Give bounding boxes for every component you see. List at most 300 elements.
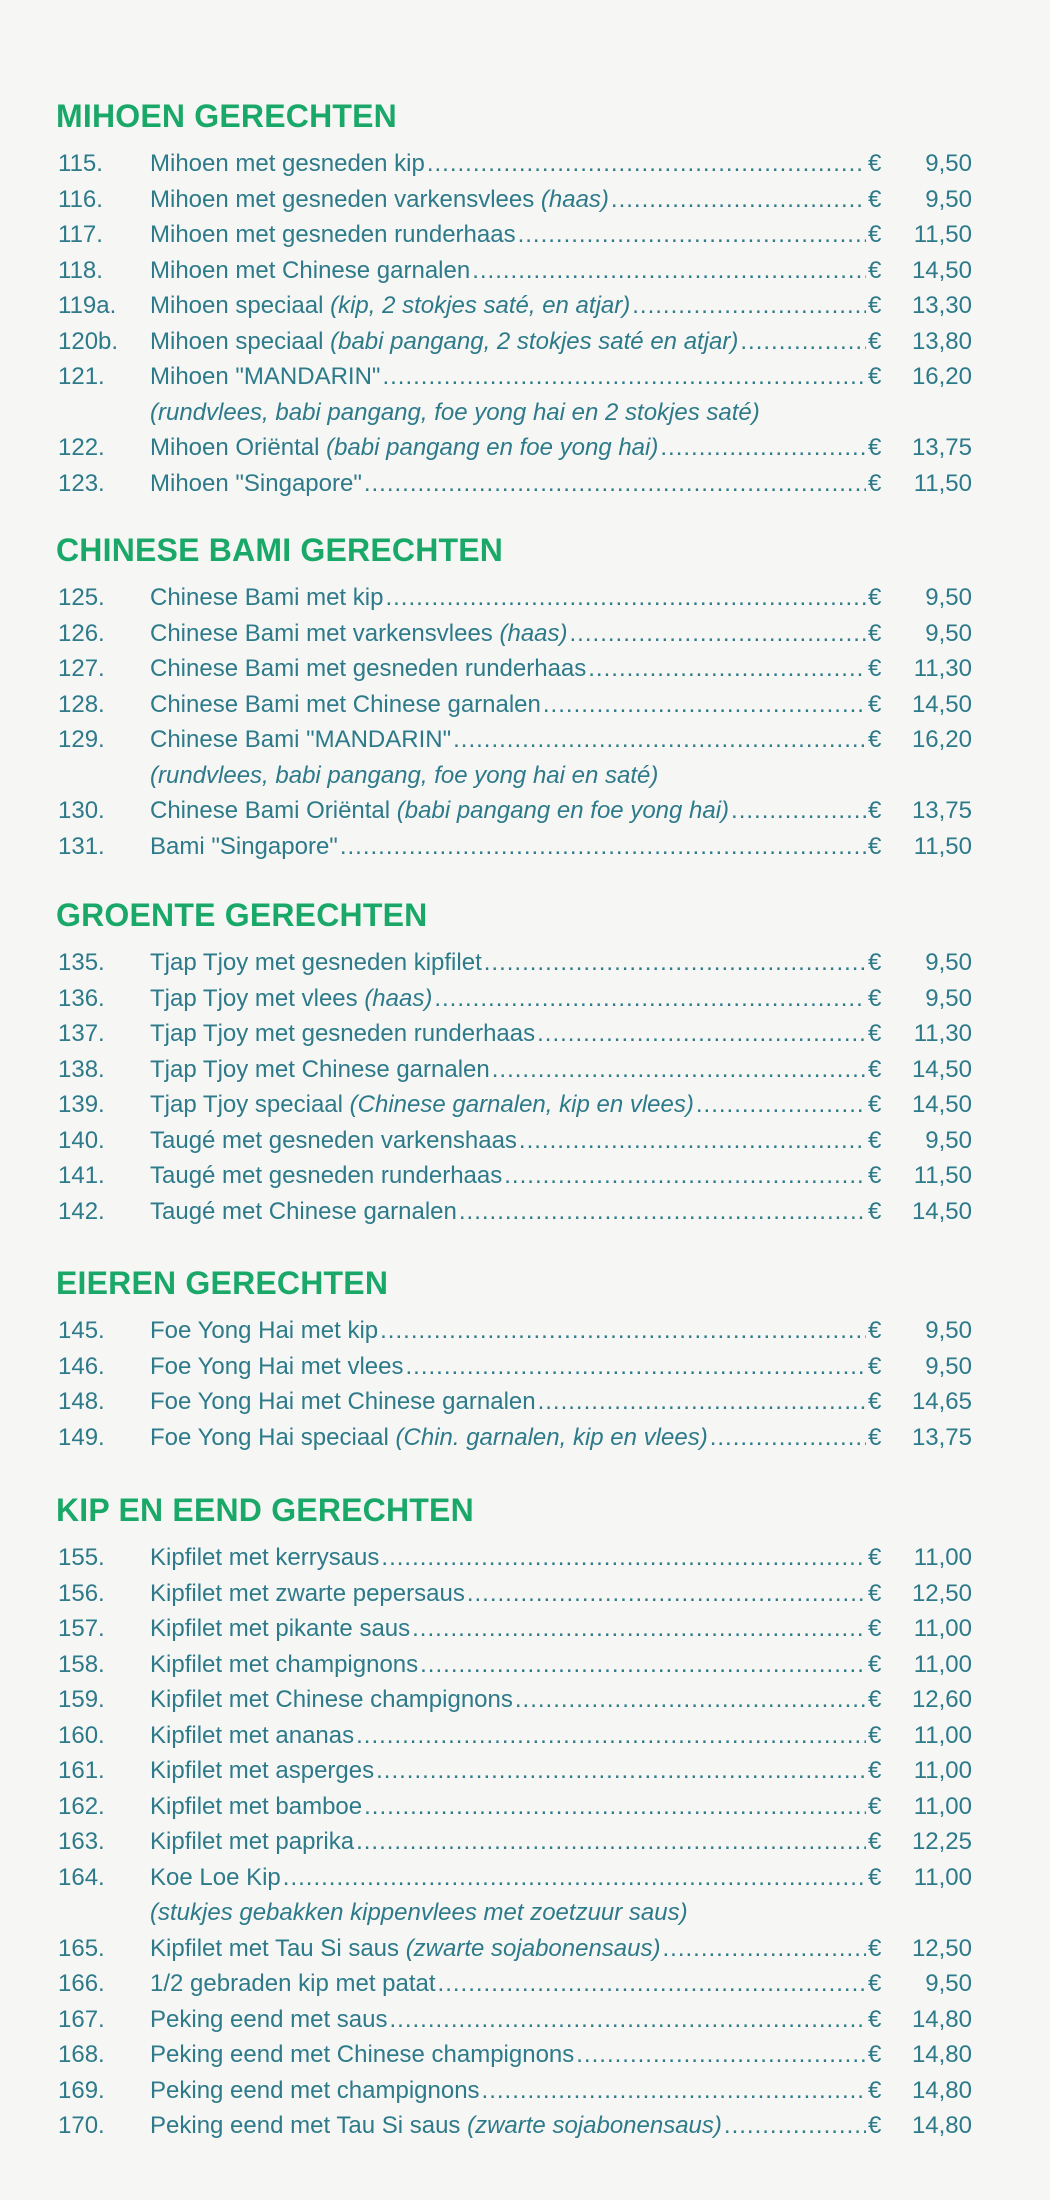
menu-item: [52, 1931, 972, 1967]
item-name: [150, 217, 516, 253]
currency-symbol: €: [868, 292, 882, 319]
item-description: (haas): [540, 185, 609, 213]
currency-symbol: €: [868, 327, 882, 355]
item-name: [150, 1860, 281, 1896]
currency-symbol: €: [868, 2005, 882, 2033]
item-price: 9,50: [925, 1352, 972, 1380]
item-price: 13,30: [911, 292, 972, 319]
dot-leader: [515, 1682, 866, 1718]
menu-item: [52, 182, 972, 218]
currency-symbol: €: [868, 1317, 882, 1344]
item-title: Foe Yong Hai speciaal: [150, 1423, 396, 1451]
item-title: Kipfilet met bamboe: [150, 1792, 363, 1820]
item-title: Mihoen met Chinese garnalen: [150, 256, 471, 284]
item-number: 165.: [58, 1934, 105, 1962]
item-name: [150, 146, 425, 182]
item-title: Chinese Bami met Chinese garnalen: [150, 690, 541, 718]
item-name: [150, 1123, 517, 1159]
menu-item: [52, 359, 972, 395]
dot-leader: [518, 217, 866, 253]
item-price: 11,00: [913, 1757, 972, 1784]
item-title: Tjap Tjoy met Chinese garnalen: [150, 1055, 490, 1083]
item-price: 14,65: [911, 1388, 972, 1415]
item-description: (babi pangang en foe yong hai): [326, 434, 659, 461]
item-price: 14,80: [911, 2041, 972, 2068]
item-name: [150, 288, 630, 324]
currency-symbol: €: [868, 434, 882, 461]
item-number: 157.: [58, 1615, 105, 1642]
item-title: Foe Yong Hai met Chinese garnalen: [150, 1388, 536, 1415]
section-groente: [52, 895, 972, 1229]
currency-symbol: €: [868, 1970, 882, 1997]
item-number: 141.: [58, 1162, 105, 1189]
dot-leader: [696, 1087, 866, 1123]
currency-symbol: €: [868, 949, 882, 976]
dot-leader: [412, 1611, 866, 1647]
item-price: 14,80: [911, 2076, 972, 2104]
item-title: Taugé met gesneden runderhaas: [150, 1162, 503, 1189]
currency-symbol: €: [868, 1197, 882, 1225]
dot-leader: [632, 288, 866, 324]
item-number: 145.: [58, 1317, 105, 1344]
item-price: 11,00: [913, 1544, 972, 1571]
dot-leader: [356, 1824, 866, 1860]
item-price: 9,50: [925, 1317, 972, 1344]
item-name: [150, 1824, 354, 1860]
item-name: [150, 324, 738, 360]
dot-leader: [356, 1718, 866, 1754]
menu-item: [52, 146, 972, 182]
dot-leader: [504, 1158, 866, 1194]
item-name: [150, 1931, 661, 1967]
item-name: [150, 687, 541, 723]
dot-leader: [543, 687, 866, 723]
menu-item: [52, 2108, 972, 2144]
item-number: 137.: [58, 1020, 105, 1047]
section-title: GROENTE GERECHTEN: [56, 897, 428, 933]
item-price: 16,20: [911, 726, 972, 753]
item-number: 160.: [58, 1721, 105, 1749]
item-price: 9,50: [925, 619, 972, 647]
item-price: 11,50: [913, 832, 972, 860]
item-name: [150, 1682, 513, 1718]
currency-symbol: €: [868, 1020, 882, 1047]
item-title: Mihoen met gesneden varkensvlees: [150, 185, 541, 213]
currency-symbol: €: [868, 150, 882, 177]
menu-item: [52, 580, 972, 616]
item-name: [150, 1966, 436, 2002]
item-name: [150, 1016, 535, 1052]
section-title: MIHOEN GERECHTEN: [56, 98, 397, 134]
menu-item: [52, 1753, 972, 1789]
menu-item: [52, 2002, 972, 2038]
item-name: [150, 580, 383, 616]
currency-symbol: €: [868, 584, 882, 611]
item-number: 140.: [58, 1126, 105, 1154]
item-title: Mihoen "Singapore": [150, 469, 362, 497]
item-description: (zwarte sojabonensaus): [467, 2112, 722, 2139]
currency-symbol: €: [868, 1615, 882, 1642]
dot-leader: [389, 2002, 866, 2038]
item-price: 11,00: [913, 1863, 972, 1891]
currency-symbol: €: [868, 256, 882, 284]
item-price: 11,30: [913, 1020, 972, 1047]
currency-symbol: €: [868, 2112, 882, 2139]
dot-leader: [434, 981, 866, 1017]
item-number: 126.: [58, 619, 105, 647]
item-number: 120b.: [58, 327, 119, 355]
item-price: 12,50: [911, 1579, 972, 1607]
dot-leader: [420, 1647, 866, 1683]
item-price: 11,00: [913, 1792, 972, 1820]
currency-symbol: €: [868, 1423, 882, 1451]
item-name: [150, 1611, 410, 1647]
item-number: 118.: [58, 256, 103, 284]
item-number: 135.: [58, 949, 105, 976]
currency-symbol: €: [868, 469, 882, 497]
item-title: Bami "Singapore": [150, 832, 338, 860]
menu-item: [52, 981, 972, 1017]
item-number: 127.: [58, 655, 105, 682]
item-description: (haas): [499, 619, 568, 647]
item-title: Kipfilet met kerrysaus: [150, 1544, 380, 1571]
menu-item: [52, 1052, 972, 1088]
item-price: 9,50: [925, 949, 972, 976]
item-name: [150, 981, 432, 1017]
item-name: [150, 1576, 465, 1612]
item-number: 168.: [58, 2041, 105, 2068]
currency-symbol: €: [868, 1091, 882, 1118]
item-title: Mihoen "MANDARIN": [150, 363, 381, 390]
menu-item: [52, 1384, 972, 1420]
item-price: 14,50: [911, 256, 972, 284]
item-number: 138.: [58, 1055, 105, 1083]
currency-symbol: €: [868, 1162, 882, 1189]
menu-item: [52, 1123, 972, 1159]
item-price: 13,75: [911, 797, 972, 824]
item-title: Kipfilet met ananas: [150, 1721, 355, 1749]
item-name: [150, 1753, 374, 1789]
menu-item: [52, 1789, 972, 1825]
item-name: [150, 1052, 490, 1088]
item-number: 116.: [58, 185, 103, 213]
section-eieren: [52, 1263, 972, 1455]
item-title: Peking eend met Tau Si saus: [150, 2112, 468, 2139]
currency-symbol: €: [868, 1388, 882, 1415]
item-price: 9,50: [925, 1126, 972, 1154]
item-title: Kipfilet met Chinese champignons: [150, 1686, 513, 1713]
item-title: Mihoen met gesneden kip: [150, 150, 425, 177]
menu-item: [52, 1966, 972, 2002]
item-title: Chinese Bami met gesneden runderhaas: [150, 655, 587, 682]
dot-leader: [660, 430, 866, 466]
item-name: [150, 1420, 708, 1456]
item-title: Koe Loe Kip: [150, 1863, 281, 1891]
item-name: [150, 1789, 362, 1825]
menu-item: [52, 217, 972, 253]
dot-leader: [731, 793, 866, 829]
dot-leader: [472, 253, 866, 289]
menu-item: [52, 430, 972, 466]
item-number: 158.: [58, 1650, 105, 1678]
item-title: Chinese Bami met varkensvlees: [150, 619, 500, 647]
item-title: Peking eend met Chinese champignons: [150, 2041, 575, 2068]
menu-item: [52, 616, 972, 652]
section-mihoen: [52, 96, 972, 501]
currency-symbol: €: [868, 984, 882, 1012]
item-name: [150, 253, 470, 289]
currency-symbol: €: [868, 1828, 882, 1855]
currency-symbol: €: [868, 1863, 882, 1891]
menu-item: [52, 1313, 972, 1349]
item-price: 9,50: [925, 584, 972, 611]
item-number: 117.: [58, 221, 103, 248]
dot-leader: [283, 1860, 866, 1896]
menu-item: [52, 466, 972, 502]
menu-item: [52, 1824, 972, 1860]
item-number: 121.: [58, 363, 105, 390]
item-price: 9,50: [925, 984, 972, 1012]
menu-item: [52, 1194, 972, 1230]
item-name: [150, 1384, 536, 1420]
menu-item: [52, 288, 972, 324]
menu-item: [52, 1682, 972, 1718]
item-title: Mihoen Oriëntal: [150, 434, 327, 461]
item-description: (babi pangang en foe yong hai): [396, 797, 730, 824]
currency-symbol: €: [868, 1650, 882, 1678]
section-title: EIEREN GERECHTEN: [56, 1265, 389, 1301]
item-price: 14,50: [911, 1091, 972, 1118]
item-title: Kipfilet met champignons: [150, 1650, 419, 1678]
item-description: (zwarte sojabonensaus): [405, 1934, 661, 1962]
currency-symbol: €: [868, 1757, 882, 1784]
dot-leader: [380, 1313, 866, 1349]
menu-item: [52, 687, 972, 723]
item-number: 123.: [58, 469, 105, 497]
item-price: 14,50: [911, 1197, 972, 1225]
currency-symbol: €: [868, 1352, 882, 1380]
item-title: Tjap Tjoy met vlees: [150, 984, 365, 1012]
item-name: [150, 430, 658, 466]
item-title: Mihoen speciaal: [150, 327, 331, 355]
dot-leader: [364, 466, 866, 502]
item-name: [150, 651, 586, 687]
item-number: 162.: [58, 1792, 105, 1820]
item-price: 11,30: [913, 655, 972, 682]
section-title: KIP EN EEND GERECHTEN: [56, 1492, 474, 1528]
menu-item: [52, 2073, 972, 2109]
item-title: Tjap Tjoy met gesneden kipfilet: [150, 949, 482, 976]
dot-leader: [519, 1123, 866, 1159]
currency-symbol: €: [868, 1792, 882, 1820]
item-price: 13,75: [911, 1423, 972, 1451]
item-number: 142.: [58, 1197, 105, 1225]
item-number: 146.: [58, 1352, 105, 1380]
item-description: (Chin. garnalen, kip en vlees): [395, 1423, 708, 1451]
item-price: 11,50: [913, 1162, 972, 1189]
menu-item: [52, 1087, 972, 1123]
dot-leader: [537, 1016, 866, 1052]
item-number: 159.: [58, 1686, 105, 1713]
currency-symbol: €: [868, 655, 882, 682]
item-title: Mihoen speciaal: [150, 292, 331, 319]
item-number: 149.: [58, 1423, 105, 1451]
dot-leader: [484, 945, 866, 981]
menu-item: [52, 1860, 972, 1896]
item-name: [150, 616, 568, 652]
dot-leader: [740, 324, 866, 360]
dot-leader: [381, 1540, 866, 1576]
dot-leader: [724, 2108, 866, 2144]
currency-symbol: €: [868, 1126, 882, 1154]
item-note: (rundvlees, babi pangang, foe yong hai en saté): [150, 761, 659, 789]
menu-item: [52, 1576, 972, 1612]
menu-item: [52, 2037, 972, 2073]
menu-item: [52, 324, 972, 360]
dot-leader: [588, 651, 866, 687]
item-price: 14,80: [911, 2005, 972, 2033]
menu-item: [52, 1718, 972, 1754]
menu-item: [52, 1016, 972, 1052]
menu-item: [52, 1647, 972, 1683]
item-name: [150, 1158, 502, 1194]
item-title: Mihoen met gesneden runderhaas: [150, 221, 516, 248]
item-number: 163.: [58, 1828, 105, 1855]
item-number: 170.: [58, 2112, 105, 2139]
section-kip-en-eend: [52, 1490, 972, 2144]
item-name: [150, 2073, 480, 2109]
item-number: 161.: [58, 1757, 105, 1784]
currency-symbol: €: [868, 1055, 882, 1083]
dot-leader: [576, 2037, 866, 2073]
item-price: 11,00: [913, 1615, 972, 1642]
item-price: 13,80: [911, 327, 972, 355]
item-name: [150, 1647, 418, 1683]
item-number: 169.: [58, 2076, 105, 2104]
menu-item: [52, 1158, 972, 1194]
item-number: 136.: [58, 984, 105, 1012]
dot-leader: [406, 1349, 867, 1385]
item-price: 14,50: [911, 1055, 972, 1083]
item-title: Kipfilet met zwarte pepersaus: [150, 1579, 465, 1607]
dot-leader: [467, 1576, 866, 1612]
item-name: [150, 1349, 404, 1385]
item-price: 11,00: [913, 1650, 972, 1678]
item-number: 155.: [58, 1544, 105, 1571]
item-title: Taugé met gesneden varkenshaas: [150, 1126, 517, 1154]
item-name: [150, 2002, 387, 2038]
currency-symbol: €: [868, 1686, 882, 1713]
menu-item: [52, 1420, 972, 1456]
menu-item: [52, 1349, 972, 1385]
item-title: Kipfilet met asperges: [150, 1757, 375, 1784]
item-title: Peking eend met saus: [150, 2005, 388, 2033]
item-price: 9,50: [925, 185, 972, 213]
item-number: 131.: [58, 832, 105, 860]
item-name: [150, 1313, 378, 1349]
item-name: [150, 2037, 574, 2073]
item-title: Kipfilet met paprika: [150, 1828, 355, 1855]
currency-symbol: €: [868, 1721, 882, 1749]
section-chinese-bami: [52, 530, 972, 864]
item-number: 115.: [58, 150, 103, 177]
dot-leader: [385, 580, 866, 616]
item-number: 139.: [58, 1091, 105, 1118]
item-name: [150, 1540, 379, 1576]
item-name: [150, 466, 362, 502]
item-number: 156.: [58, 1579, 105, 1607]
item-note: (stukjes gebakken kippenvlees met zoetzuur saus): [150, 1899, 688, 1926]
currency-symbol: €: [868, 185, 882, 213]
item-note: (rundvlees, babi pangang, foe yong hai en 2 stokjes saté): [150, 398, 760, 426]
item-price: 16,20: [911, 363, 972, 390]
dot-leader: [538, 1384, 866, 1420]
item-price: 11,50: [913, 221, 972, 248]
menu-item: [52, 945, 972, 981]
dot-leader: [376, 1753, 866, 1789]
menu-item: [52, 722, 972, 758]
item-price: 14,80: [911, 2112, 972, 2139]
item-title: Chinese Bami Oriëntal: [150, 797, 397, 824]
item-number: 167.: [58, 2005, 105, 2033]
dot-leader: [663, 1931, 867, 1967]
item-name: [150, 182, 609, 218]
item-number: 128.: [58, 690, 105, 718]
item-title: Tjap Tjoy speciaal: [150, 1091, 350, 1118]
item-number: 148.: [58, 1388, 105, 1415]
item-price: 12,25: [911, 1828, 972, 1855]
currency-symbol: €: [868, 726, 882, 753]
menu-item: [52, 829, 972, 865]
item-title: Kipfilet met Tau Si saus: [150, 1934, 406, 1962]
item-price: 12,50: [911, 1934, 972, 1962]
dot-leader: [438, 1966, 866, 2002]
item-number: 130.: [58, 797, 105, 824]
item-title: Chinese Bami "MANDARIN": [150, 726, 452, 753]
item-name: [150, 793, 729, 829]
currency-symbol: €: [868, 363, 882, 390]
item-price: 13,75: [911, 434, 972, 461]
currency-symbol: €: [868, 832, 882, 860]
item-number: 125.: [58, 584, 105, 611]
currency-symbol: €: [868, 1544, 882, 1571]
currency-symbol: €: [868, 1934, 882, 1962]
dot-leader: [459, 1194, 866, 1230]
currency-symbol: €: [868, 2041, 882, 2068]
menu-item: [52, 253, 972, 289]
menu-item: [52, 793, 972, 829]
item-number: 129.: [58, 726, 105, 753]
item-number: 119a.: [58, 292, 117, 319]
currency-symbol: €: [868, 1579, 882, 1607]
item-number: 166.: [58, 1970, 105, 1997]
dot-leader: [453, 722, 866, 758]
item-price: 9,50: [925, 150, 972, 177]
currency-symbol: €: [868, 221, 882, 248]
item-title: Tjap Tjoy met gesneden runderhaas: [150, 1020, 536, 1047]
dot-leader: [710, 1420, 866, 1456]
item-price: 12,60: [911, 1686, 972, 1713]
item-name: [150, 829, 338, 865]
section-title: CHINESE BAMI GERECHTEN: [56, 532, 504, 568]
item-description: (kip, 2 stokjes saté, en atjar): [330, 292, 631, 319]
dot-leader: [570, 616, 866, 652]
item-price: 11,50: [913, 469, 972, 497]
menu-item: [52, 1611, 972, 1647]
currency-symbol: €: [868, 797, 882, 824]
dot-leader: [382, 359, 866, 395]
item-title: Taugé met Chinese garnalen: [150, 1197, 457, 1225]
